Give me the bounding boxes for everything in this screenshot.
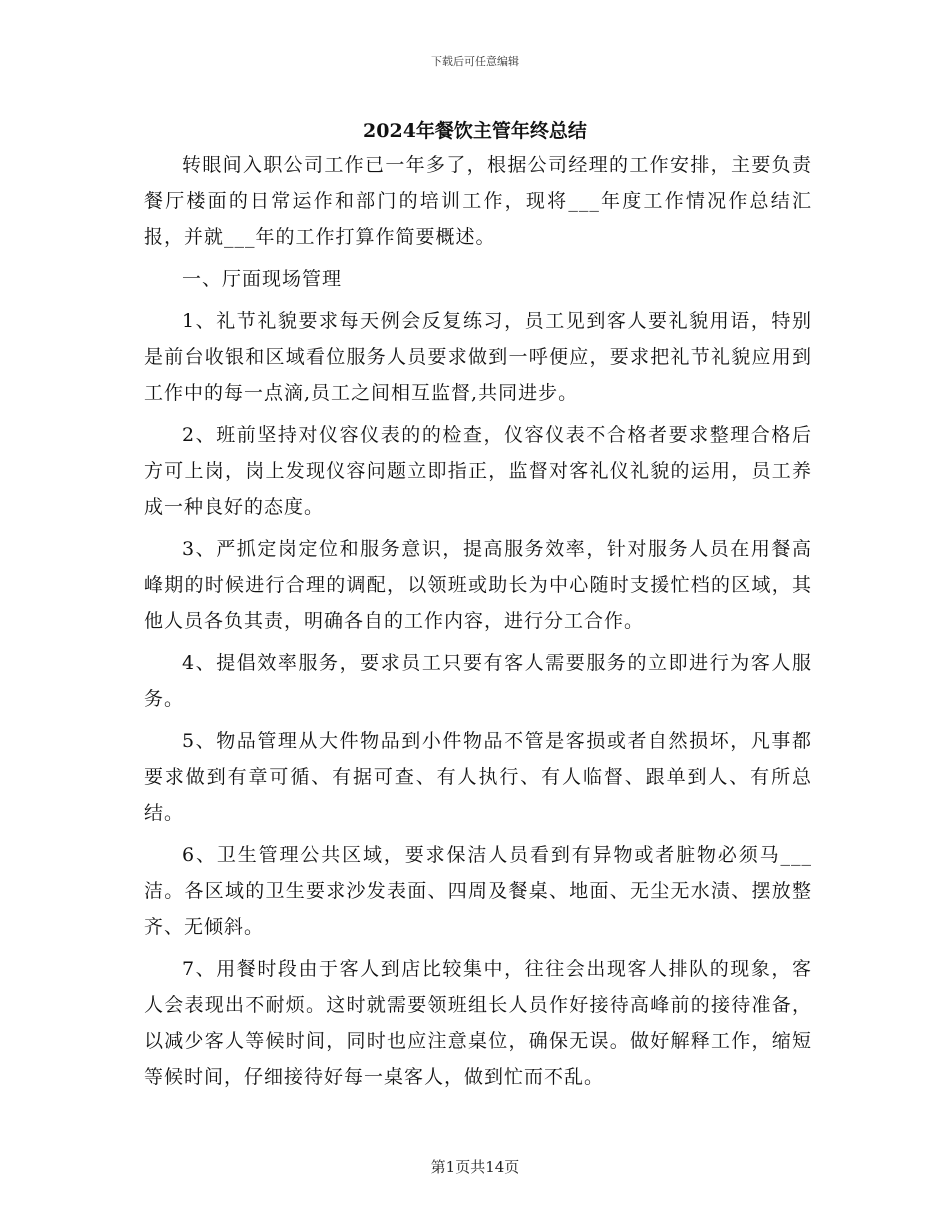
paragraph-item-3: 3、严抓定岗定位和服务意识，提高服务效率，针对服务人员在用餐高峰期的时候进行合理的调配，以领班或助长为中心随时支援忙档的区域，其他人员各负其责，明确各自的工作内容，进行分工合作。 bbox=[144, 538, 812, 632]
page-number-footer: 第1页共14页 bbox=[430, 1158, 520, 1176]
document-body bbox=[144, 147, 812, 1101]
document-title: 2024年餐饮主管年终总结 bbox=[363, 120, 587, 142]
paragraph-item-7: 7、用餐时段由于客人到店比较集中，往往会出现客人排队的现象，客人会表现出不耐烦。这时就需要领班组长人员作好接待高峰前的接待准备，以减少客人等候时间，同时也应注意桌位，确保无误。做好解释工作，缩短等候时间，仔细接待好每一桌客人，做到忙而不乱。 bbox=[144, 958, 812, 1088]
paragraph-intro: 转眼间入职公司工作已一年多了，根据公司经理的工作安排，主要负责餐厅楼面的日常运作和部门的培训工作，现将___年度工作情况作总结汇报，并就___年的工作打算作简要概述。 bbox=[144, 154, 812, 248]
paragraph-item-1: 1、礼节礼貌要求每天例会反复练习，员工见到客人要礼貌用语，特别是前台收银和区域看位服务人员要求做到一呼便应，要求把礼节礼貌应用到工作中的每一点滴,员工之间相互监督,共同进步。 bbox=[144, 310, 812, 404]
header-note: 下载后可任意编辑 bbox=[431, 55, 519, 68]
section-heading: 一、厅面现场管理 bbox=[182, 268, 343, 290]
paragraph-item-6: 6、卫生管理公共区域，要求保洁人员看到有异物或者脏物必须马___洁。各区域的卫生要求沙发表面、四周及餐桌、地面、无尘无水渍、摆放整齐、无倾斜。 bbox=[144, 844, 812, 938]
paragraph-item-2: 2、班前坚持对仪容仪表的的检查，仪容仪表不合格者要求整理合格后方可上岗，岗上发现仪容问题立即指正，监督对客礼仪礼貌的运用，员工养成一种良好的态度。 bbox=[144, 424, 812, 518]
paragraph-item-5: 5、物品管理从大件物品到小件物品不管是客损或者自然损坏，凡事都要求做到有章可循、有据可查、有人执行、有人临督、跟单到人、有所总结。 bbox=[144, 730, 812, 824]
paragraph-item-4: 4、提倡效率服务，要求员工只要有客人需要服务的立即进行为客人服务。 bbox=[144, 652, 812, 710]
